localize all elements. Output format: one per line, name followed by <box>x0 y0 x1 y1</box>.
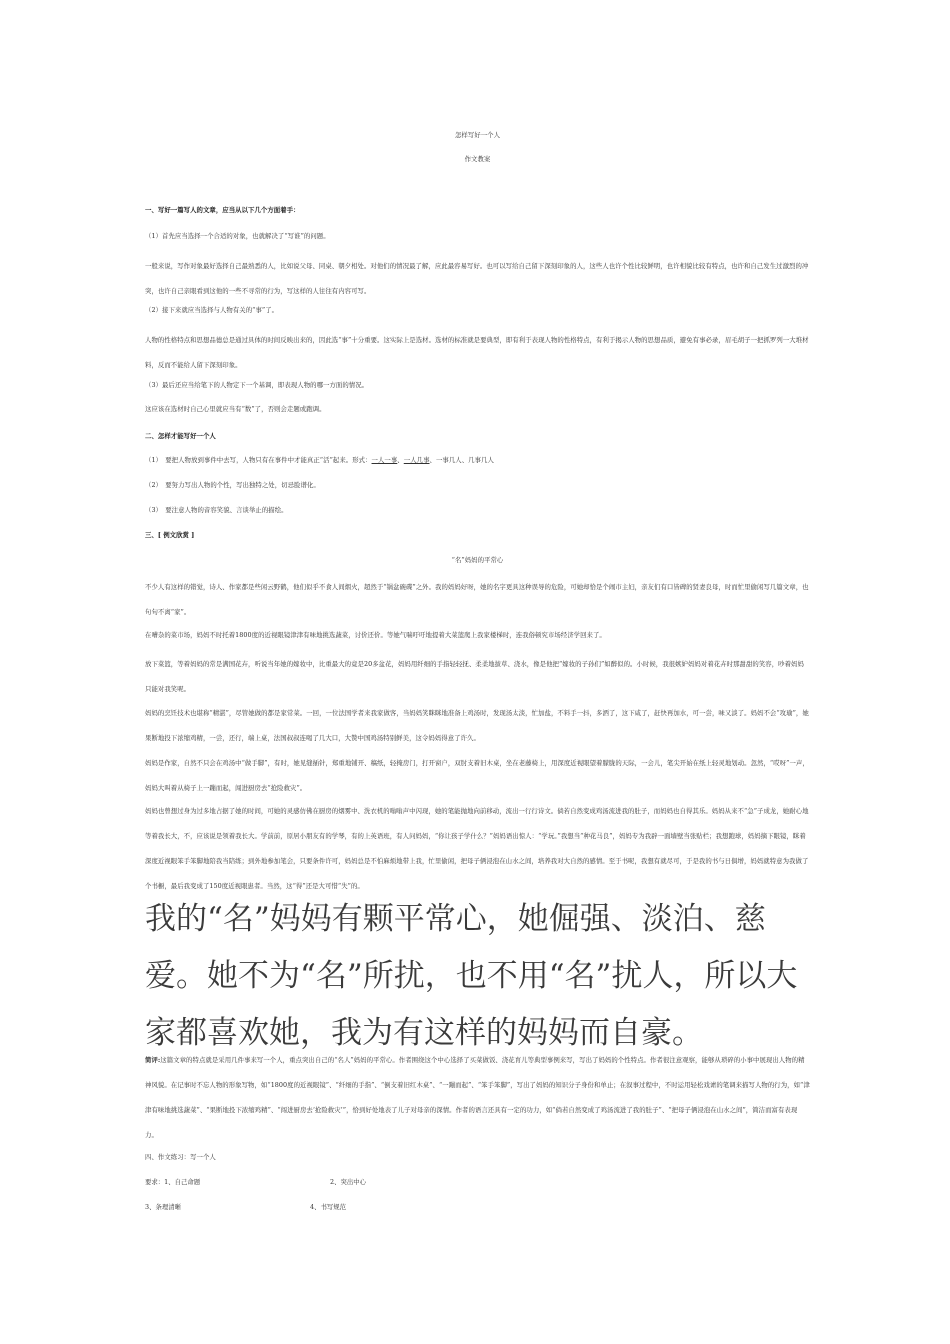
section-1-paragraph-4: 人物的性格特点和思想品德总是通过具体的时间反映出来的，因此选“事”十分重要。这实际上是选材。选材的标准就是要典型，即有利于表现人物的性格特点，有利于揭示人物的思想品质，避免有事必录，眉毛胡子一把抓罗列一大堆材料，反而不能给人留下深刻印象。 <box>145 336 809 369</box>
section-3-heading: 三、[ 例文欣赏 ] <box>145 531 195 539</box>
section-1-point-2: （2）接下来就应当选择与人物有关的“事”了。 <box>145 306 279 314</box>
essay-paragraph-4: 妈妈的烹饪技术也堪称“精湛”，尽管她做的都是家常菜。一回，一位法国学者来我家做客，当妈妈笑眯眯地准备上鸡汤时，发现汤太淡，忙加盐，不料手一抖，多洒了，这下咸了，赶快再加水，可一尝，味又淡了。妈妈不会“攻瑜”，她果断地投下浓缩鸡精，一尝，还行，端上桌，法国叔叔连喝了几大口，大赞中国鸡汤特别鲜美，这令妈妈得意了许久。 <box>145 709 809 742</box>
section-2-item-3: （3） 要注意人物的音容笑貌、言谈举止的描绘。 <box>145 506 288 514</box>
essay-paragraph-1: 不少人有这样的错觉，诗人、作家都是些闲云野鹤，他们似乎不食人间烟火，超然于“锅盆碗碟”之外。我的妈妈好呀，她的名字更具这种误导的危险，可她却恰是个闹市主妇，亲友们有口皆碑的贤妻良母，时而忙里偷闲写几篇文章，也句句不离“家”。 <box>145 583 809 616</box>
section-2-item-2: （2） 要努力写出人物的个性，写出独特之处，切忌脸谱化。 <box>145 481 320 489</box>
item-1-separator: 、 <box>397 456 404 464</box>
item-1-form-2: 一人几事 <box>403 456 430 464</box>
section-1-paragraph-2: 一般来说，写作对象最好选择自己最熟悉的人，比如说父母、同桌、朝夕相处。对他们的情况最了解，应此最容易写好。也可以写给自己留下深刻印象的人，这些人也许个性比较鲜明，也许相貌比较有特点，也许和自己发生过激烈的冲突，也许自己亲眼看到这他的一些不寻常的行为，写这样的人往往有内容可写。 <box>145 262 809 295</box>
essay-paragraph-2: 在嘈杂的菜市场，妈妈不时托着1800度的近视眼镜津津有味地挑选蔬菜，讨价还价。等她气喘吁吁地提着大菜篮爬上我家楼梯时，连我俗顿究市场经济学回来了。 <box>145 631 606 639</box>
section-4-heading: 四、作文练习：写一个人 <box>145 1153 216 1161</box>
essay-paragraph-3: 放下菜篮，等着妈妈的常是满国花卉，听说当年她的嫁妆中，比重最大的竟是20多盆花，妈妈用纤细的手指轻轻抚、柔柔地拔草、浇水，像是他把“嫁妆的子孙们”如醉似的。小时候，我很嫉妒妈妈对着花卉时那甜甜的笑容，吵着妈妈只能对我笑呢。 <box>145 660 804 693</box>
section-1-point-1: （1）首先应当选择一个合适的对象，也就解决了“写谁”的问题。 <box>145 232 330 240</box>
section-1-paragraph-6: 这应该在选材时自己心里就应当有“数”了，否则会走题或跑调。 <box>145 405 326 413</box>
requirement-2: 2、突出中心 <box>330 1178 367 1186</box>
requirement-1: 1、自己命题 <box>164 1178 201 1186</box>
section-2-item-1 <box>145 456 810 464</box>
comment-text: 这篇文章的特点就是采用几件事来写一个人，重点突出自己的“名人”妈妈的平常心。作者围绕这个中心选择了买菜做饭、浇花育儿等典型事例来写，写出了妈妈的个性特点。作者很注意观察，能够从琐碎的小事中展现出人物的精神风貌。在记事时不忘人物的形象写物，如“1800度的近视眼镜”、“纤细的手指”、“倒支着旧红木桌”、“一蹦而起”、“笨手笨脚”，写出了妈妈的知识分子身份和单止；在叙事过程中，不时运用轻松戏谑的笔调来描写人物的行为，如“津津有味地挑选蔬菜”、“果断地投下浓缩鸡精”、“闯进厨房去‘抢险救灾’”，恰到好处地表了儿子对母亲的深情。作者的语言还具有一定的功力，如“倘若自然变成了鸡汤流进了我的肚子”、“把母子俩浸泡在山水之间”，简洁而富有表现力。 <box>145 1056 810 1139</box>
comment-label: 简评: <box>145 1056 161 1064</box>
essay-comment <box>145 1048 810 1148</box>
requirement-3: 3、条理清晰 <box>145 1203 182 1211</box>
essay-conclusion-large: 我的“名”妈妈有颗平常心，她倔强、淡泊、慈爱。她不为“名”所扰，也不用“名”扰人，所以大家都喜欢她，我为有这样的妈妈而自豪。 <box>145 901 798 1051</box>
essay-paragraph-5: 妈妈是作家，自然不只会在鸡汤中“做手脚”，有时，她见缝插针，郑重地铺开、稿纸，轻掩房门，打开窗户，双肘支着旧木桌，坐在老藤椅上，用深度近视眼望着朦胧的天际，一会儿，笔尖开始在纸上轻灵地划动。忽然，“哎呀”一声，妈妈大叫着从椅子上一蹦而起，闯进厨房去“抢险救灾”。 <box>145 759 809 792</box>
essay-title: “名”妈妈的平常心 <box>451 556 504 564</box>
item-1-suffix: 、一事几人、几事几人 <box>429 456 494 464</box>
item-1-form-1: 一人一事 <box>371 456 398 464</box>
section-1-heading: 一、写好一篇写人的文章，应当从以下几个方面着手： <box>145 206 300 214</box>
requirements-label: 要求： <box>145 1178 165 1186</box>
section-1-point-3: （3）最后还应当给笔下的人物定下一个基调，即表现人物的哪一方面的情况。 <box>145 381 369 389</box>
document-subtitle: 作文教案 <box>464 155 491 163</box>
essay-paragraph-6: 妈妈也曾想过身为过多地占据了她的时间，可她的灵感仿佛在厨房的烟雾中、洗衣机的嗡嗡声中闪现，她的笔能抛地向前移动，流出一行行诗文。倘若自然变成鸡汤流进我的肚子，而妈妈也自得其乐。妈妈从来不“急”子成龙，她耐心地等着我长大，不，应该说是领着我长大。学前前，原居小朋友有的学琴，有的上英语班，有人问妈妈，“你让孩子学什么？”妈妈语出惊人：“学玩。”我想当“种花马良”，妈妈专为我辟一面墙壁当张贴栏；我想跑球，妈妈摘下眼镜，眯着深度近视眼笨手笨脚地陪我当陪练；到外地参加笔会，只要条件许可，妈妈总是不怕麻烦地带上我，忙里偷闲，把母子俩浸泡在山水之间，培养我对大自然的感情。至于书呢，我想有就尽可，于是我的书与日俱增，妈妈就特意为我做了个书橱，最后我变成了150度近视眼患者。当然，这“得”还是大可惜“失”的。 <box>145 807 809 890</box>
document-title: 怎样写好一个人 <box>454 131 501 139</box>
requirement-4: 4、书写规范 <box>310 1203 347 1211</box>
requirement-row-1 <box>145 1178 200 1186</box>
item-1-prefix: （1） 要把人物放到事件中去写，人物只有在事件中才能真正“活”起来。形式： <box>145 456 372 464</box>
section-2-heading: 二、怎样才能写好一个人 <box>145 432 216 440</box>
